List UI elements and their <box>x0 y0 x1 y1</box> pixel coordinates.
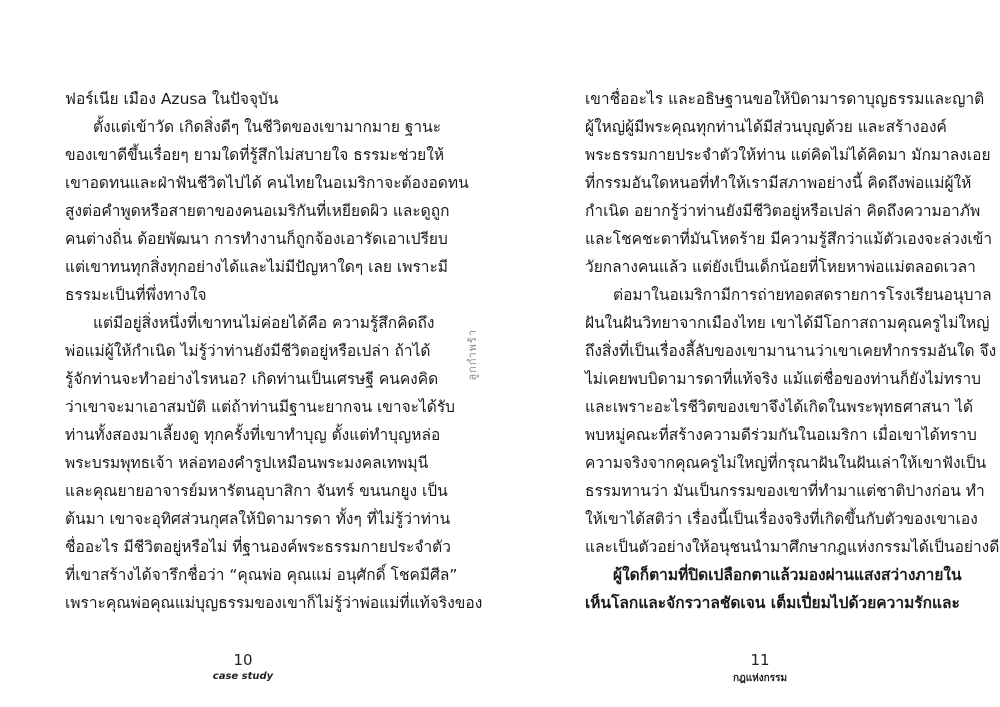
footer-label-right: กฎแห่งกรรม <box>732 673 788 684</box>
text-line: รู้จักท่านจะทำอย่างไรหนอ? เกิดท่านเป็นเศรษฐี คนคงคิด <box>65 370 439 388</box>
text-line: เพราะคุณพ่อคุณแม่บุญธรรมของเขาก็ไม่รู้ว่าพ่อแม่ที่แท้จริงของ <box>65 594 483 612</box>
text-line: คนต่างถิ่น ด้อยพัฒนา การทำงานก็ถูกจ้องเอารัดเอาเปรียบ <box>65 230 448 248</box>
text-line: และโชคชะตาที่มันโหดร้าย มีความรู้สึกว่าแม้ตัวเองจะล่วงเข้า <box>585 230 993 248</box>
text-line: ฝันในฝันวิทยาจากเมืองไทย เขาได้มีโอกาสถามคุณครูไม่ใหญ่ <box>585 314 990 332</box>
text-line: และเพราะอะไรชีวิตของเขาจึงได้เกิดในพระพุทธศาสนา ได้ <box>585 398 974 416</box>
page-number-left: 10 <box>233 651 253 669</box>
text-line: ว่าเขาจะมาเอาสมบัติ แต่ถ้าท่านมีฐานะยากจน เขาจะได้รับ <box>65 398 456 416</box>
text-line: พบหมู่คณะที่สร้างความดีร่วมกันในอเมริกา เมื่อเขาได้ทราบ <box>585 426 977 444</box>
text-line: ตั้งแต่เข้าวัด เกิดสิ่งดีๆ ในชีวิตของเขามากมาย ฐานะ <box>93 118 442 136</box>
text-line: วัยกลางคนแล้ว แต่ยังเป็นเด็กน้อยที่โหยหาพ่อแม่ตลอดเวลา <box>585 258 976 276</box>
text-line: เขาอดทนและฝ่าฟันชีวิตไปได้ คนไทยในอเมริกาจะต้องอดทน <box>65 174 469 192</box>
text-line: สูงต่อคำพูดหรือสายตาของคนอเมริกันที่เหยียดผิว และดูถูก <box>65 202 450 220</box>
text-line: เขาชื่ออะไร และอธิษฐานขอให้บิดามารดาบุญธรรมและญาติ <box>585 90 985 108</box>
text-line: ถึงสิ่งที่เป็นเรื่องลี้ลับของเขามานานว่าเขาเคยทำกรรมอันใด จึง <box>585 342 997 360</box>
text-line: ของเขาดีขึ้นเรื่อยๆ ยามใดที่รู้สึกไม่สบายใจ ธรรมะช่วยให้ <box>65 146 445 164</box>
text-line: ผู้ใหญ่ผู้มีพระคุณทุกท่านได้มีส่วนบุญด้วย และสร้างองค์ <box>585 118 947 136</box>
text-line: ต่อมาในอเมริกามีการถ่ายทอดสดรายการโรงเรียนอนุบาล <box>613 286 992 304</box>
text-line: พระบรมพุทธเจ้า หล่อทองคำรูปเหมือนพระมงคลเทพมุนี <box>65 454 429 472</box>
text-line: ที่เขาสร้างได้จารึกชื่อว่า “คุณพ่อ คุณแม่ อนุศักดิ์ โชคมีศีล” <box>65 566 458 584</box>
text-line-bold: เห็นโลกและจักรวาลชัดเจน เต็มเปี่ยมไปด้วยความรักและ <box>585 594 960 612</box>
chapter-side-label: ลูกกำพร้า <box>466 329 479 381</box>
page-number-right: 11 <box>750 651 770 669</box>
text-line: และคุณยายอาจารย์มหารัตนอุบาสิกา จันทร์ ขนนกยูง เป็น <box>65 482 448 500</box>
text-line: ต้นมา เขาจะอุทิศส่วนกุศลให้บิดามารดา ทั้งๆ ที่ไม่รู้ว่าท่าน <box>65 510 451 528</box>
text-line: ฟอร์เนีย เมือง Azusa ในปัจจุบัน <box>65 90 279 108</box>
text-line-bold: ผู้ใดก็ตามที่ปิดเปลือกตาแล้วมองผ่านแสงสว่างภายใน <box>613 566 962 584</box>
footer-label-left: case study <box>212 671 274 682</box>
text-line: พ่อแม่ผู้ให้กำเนิด ไม่รู้ว่าท่านยังมีชีวิตอยู่หรือเปล่า ถ้าได้ <box>65 342 431 360</box>
text-line: ให้เขาได้สติว่า เรื่องนี้เป็นเรื่องจริงที่เกิดขึ้นกับตัวของเขาเอง <box>585 510 978 528</box>
right-page <box>500 0 1000 707</box>
text-line: และเป็นตัวอย่างให้อนุชนนำมาศึกษากฎแห่งกรรมได้เป็นอย่างดี <box>585 538 1000 556</box>
text-line: พระธรรมกายประจำตัวให้ท่าน แต่คิดไม่ได้คิดมา มักมาลงเอย <box>585 146 991 164</box>
text-line: แต่มีอยู่สิ่งหนึ่งที่เขาทนไม่ค่อยได้คือ ความรู้สึกคิดถึง <box>93 314 435 332</box>
text-line: กำเนิด อยากรู้ว่าท่านยังมีชีวิตอยู่หรือเปล่า คิดถึงความอาภัพ <box>585 202 981 220</box>
text-line: แต่เขาทนทุกสิ่งทุกอย่างได้และไม่มีปัญหาใดๆ เลย เพราะมี <box>65 258 449 276</box>
text-line: ธรรมทานว่า มันเป็นกรรมของเขาที่ทำมาแต่ชาติปางก่อน ทำ <box>585 482 985 500</box>
chapter-side-tab <box>458 300 488 410</box>
right-page-text <box>585 85 1000 617</box>
text-line: ธรรมะเป็นที่พึ่งทางใจ <box>65 286 207 304</box>
text-line: ที่กรรมอันใดหนอที่ทำให้เรามีสภาพอย่างนี้ คิดถึงพ่อแม่ผู้ให้ <box>585 174 972 192</box>
text-line: ชื่ออะไร มีชีวิตอยู่หรือไม่ ที่ฐานองค์พระธรรมกายประจำตัว <box>65 538 451 556</box>
text-line: ไม่เคยพบบิดามารดาที่แท้จริง แม้แต่ชื่อของท่านก็ยังไม่ทราบ <box>585 370 981 388</box>
text-line: ท่านทั้งสองมาเลี้ยงดู ทุกครั้งที่เขาทำบุญ ตั้งแต่ทำบุญหล่อ <box>65 426 441 444</box>
text-line: ความจริงจากคุณครูไม่ใหญ่ที่กรุณาฝันในฝันเล่าให้เขาฟังเป็น <box>585 454 987 472</box>
